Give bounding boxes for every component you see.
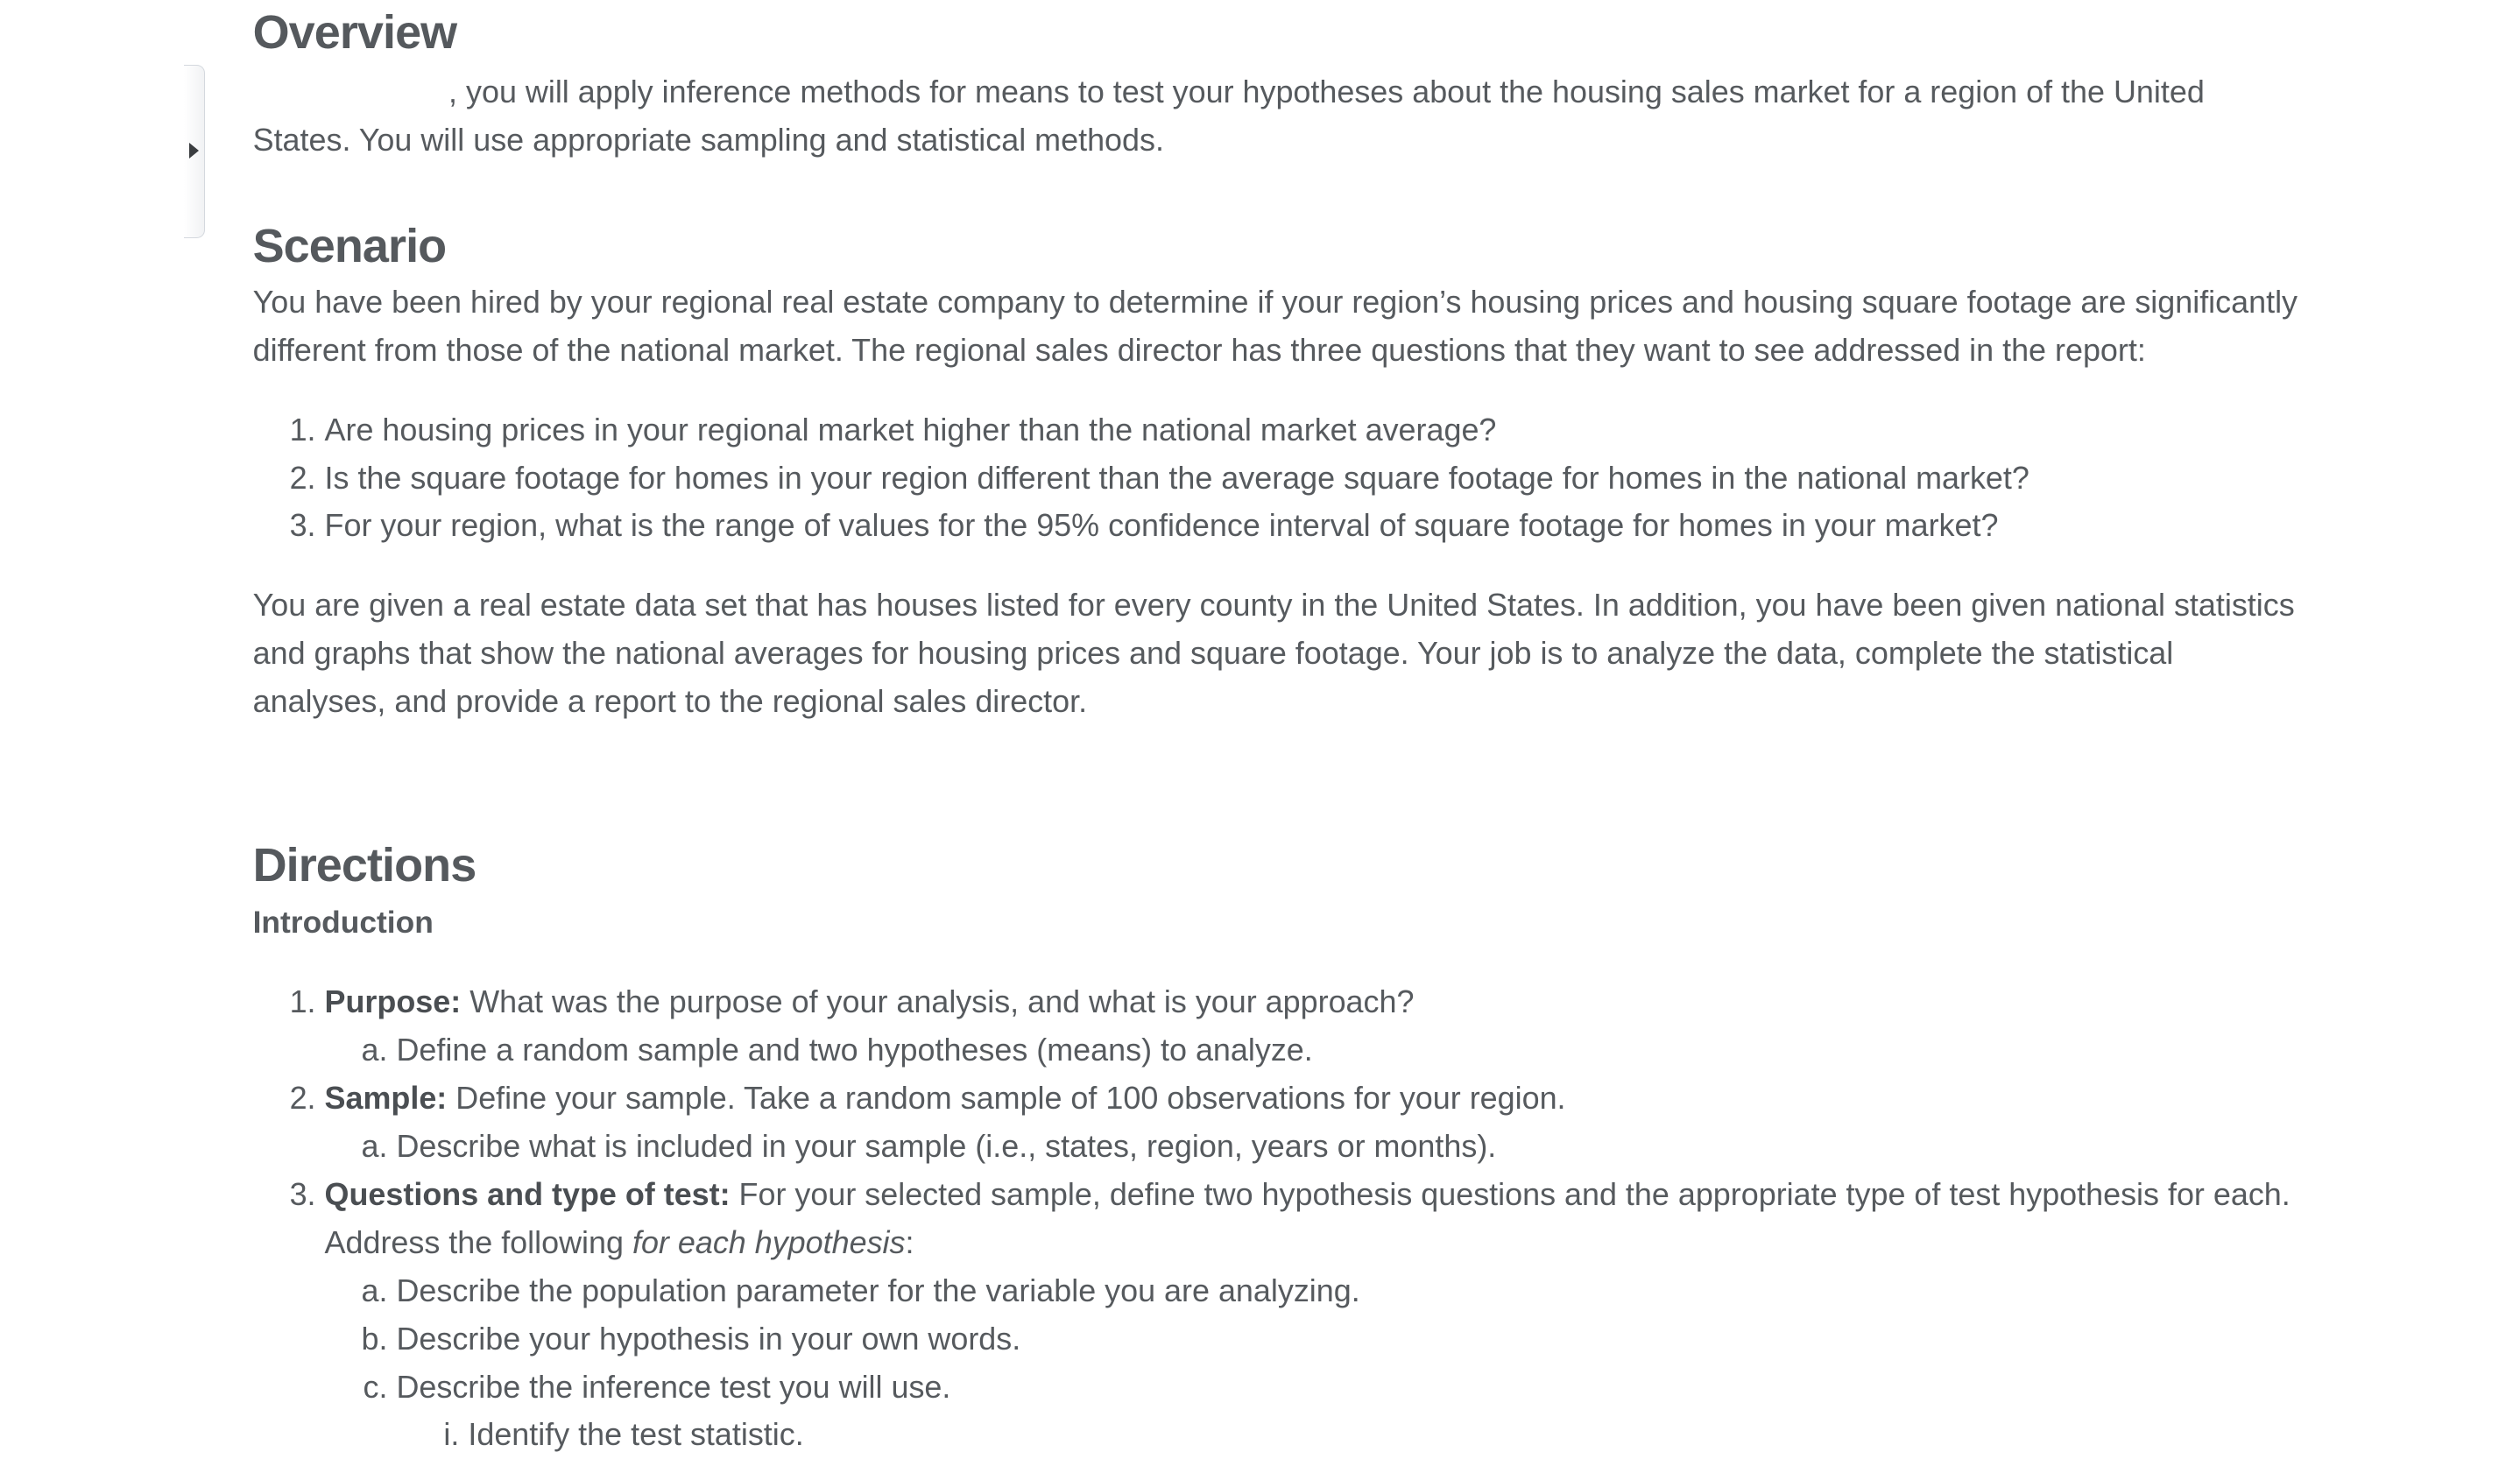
item-emphasis: for each hypothesis (632, 1224, 906, 1260)
list-item: 1. Are housing prices in your regional market higher than the national market average? (325, 406, 2305, 455)
directions-list (253, 978, 2305, 1459)
caret-right-icon (189, 143, 199, 159)
item-label: Questions and type of test: (325, 1176, 731, 1212)
overview-text: , you will apply inference methods for means to test your hypotheses about the housing sales market for a region of the United States. You will use appropriate sampling and statistical methods. (253, 68, 2305, 165)
item-text: Describe the inference test you will use. (396, 1369, 950, 1405)
sidebar-toggle-button[interactable] (184, 65, 204, 238)
list-item: a. Define a random sample and two hypotheses (means) to analyze. (396, 1026, 2305, 1075)
assignment-content (253, 0, 2305, 1459)
list-item (396, 1364, 2305, 1459)
list-item (325, 1075, 2305, 1171)
introduction-subheading: Introduction (253, 899, 2305, 948)
scenario-intro: You have been hired by your regional real estate company to determine if your region’s housing prices and housing square footage are significantly different from those of the national market. The regional sales director has three questions that they want to see addressed in the report: (253, 278, 2305, 375)
list-item: a. Describe what is included in your sample (i.e., states, region, years or months). (396, 1123, 2305, 1171)
overview-heading: Overview (253, 0, 2305, 65)
directions-heading: Directions (253, 833, 2305, 898)
list-item (325, 978, 2305, 1075)
list-item (325, 1171, 2305, 1459)
scenario-closing: You are given a real estate data set that has houses listed for every county in the United States. In addition, you have been given national statistics and graphs that show the national averages for housing prices and square footage. Your job is to analyze the data, complete the statistical analyses, and provide a report to the regional sales director. (253, 581, 2305, 726)
scenario-questions (253, 406, 2305, 551)
list-item: 3. For your region, what is the range of values for the 95% confidence interval of square footage for homes in your market? (325, 502, 2305, 550)
item-label: Purpose: (325, 983, 462, 1019)
list-item: b. Describe your hypothesis in your own words. (396, 1315, 2305, 1364)
item-text: Define your sample. Take a random sample of 100 observations for your region. (447, 1080, 1565, 1116)
item-text: : (905, 1224, 914, 1260)
scenario-heading: Scenario (253, 214, 2305, 278)
list-item: a. Describe the population parameter for the variable you are analyzing. (396, 1267, 2305, 1315)
item-text: For your selected sample, define two hypothesis questions and the appropriate type of test hypothesis for each. Address the following (325, 1176, 2291, 1260)
item-label: Sample: (325, 1080, 448, 1116)
item-text: What was the purpose of your analysis, and what is your approach? (461, 983, 1414, 1019)
list-item: i. Identify the test statistic. (468, 1411, 2305, 1459)
list-item: 2. Is the square footage for homes in your region different than the average square footage for homes in the national market? (325, 455, 2305, 503)
